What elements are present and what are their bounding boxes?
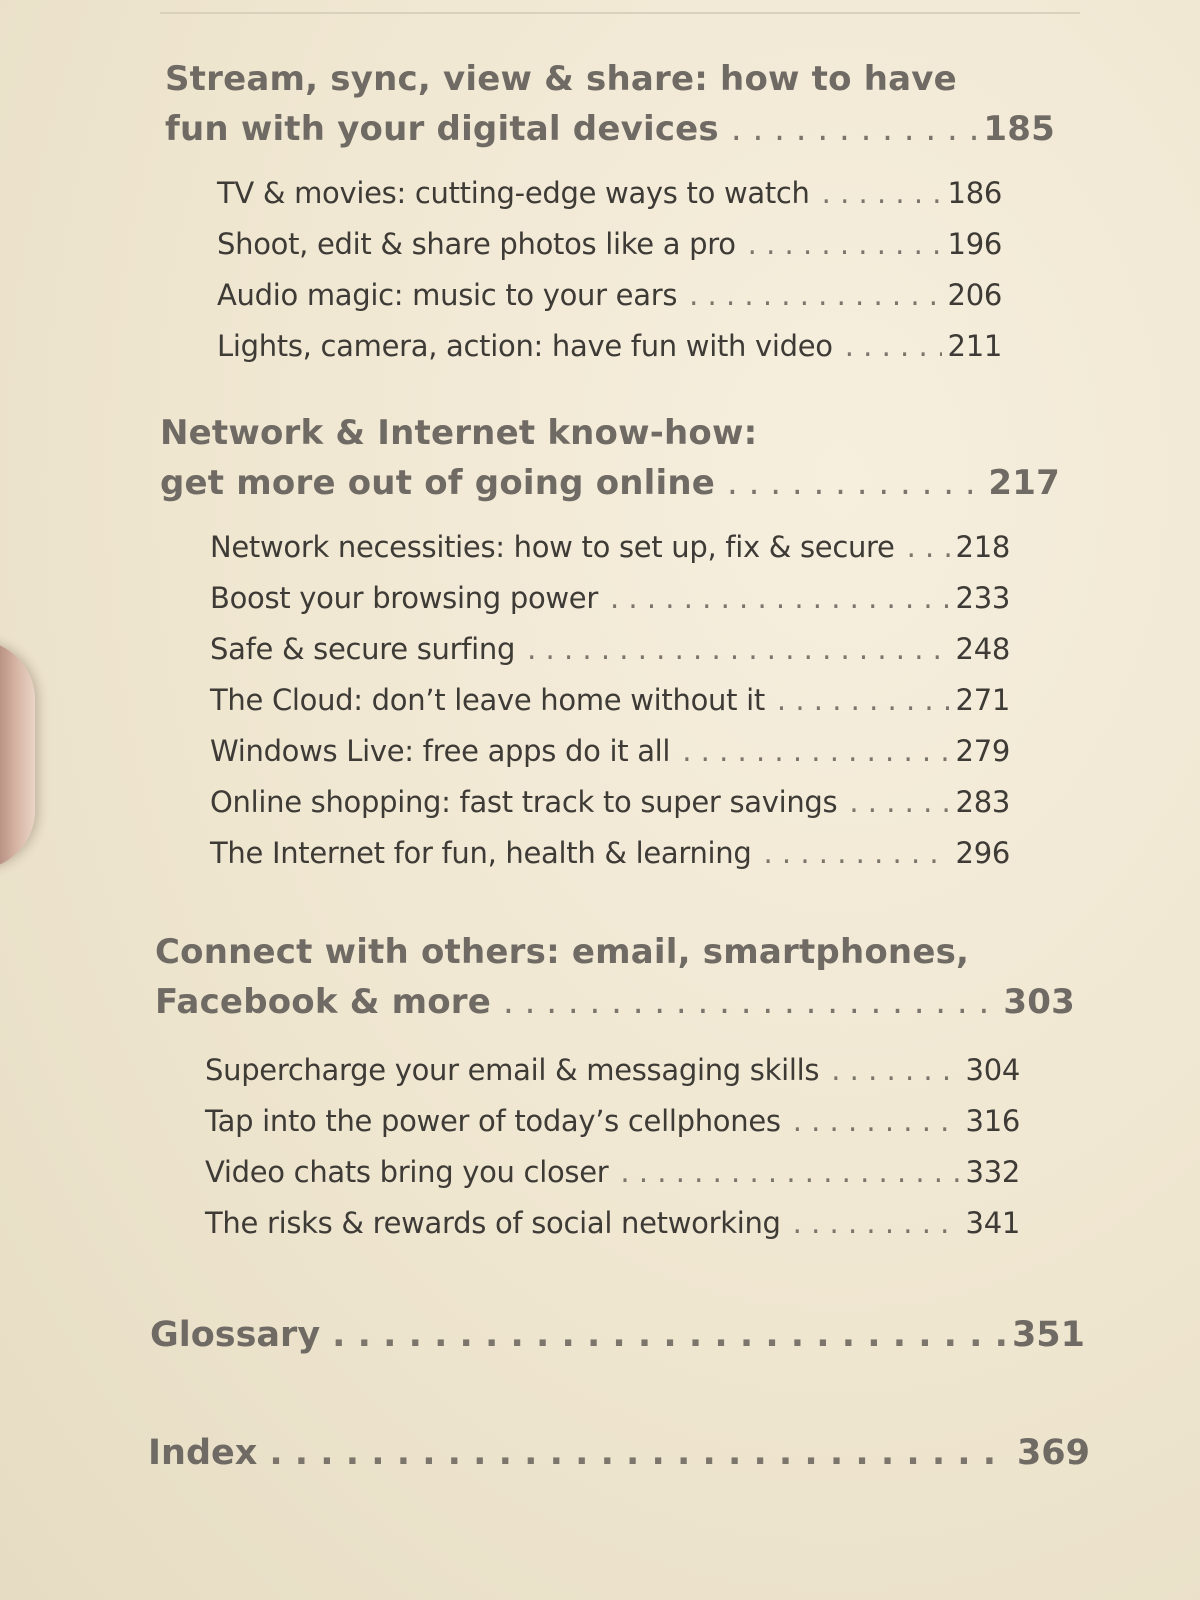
toc-item-label: Supercharge your email & messaging skills xyxy=(205,1053,820,1087)
section-items xyxy=(160,522,1010,879)
toc-item-label: TV & movies: cutting-edge ways to watch xyxy=(217,176,810,210)
section-title-row[interactable] xyxy=(155,977,1075,1027)
dot-leader xyxy=(682,726,949,777)
section-page-number: 217 xyxy=(988,463,1060,503)
toc-item-page: 248 xyxy=(955,632,1010,666)
dot-leader xyxy=(748,219,942,270)
dot-leader xyxy=(269,1428,1011,1478)
toc-item-page: 296 xyxy=(955,836,1010,870)
dot-leader xyxy=(845,321,942,372)
dot-leader xyxy=(731,104,978,154)
toc-item[interactable] xyxy=(210,777,1010,828)
toc-item-page: 283 xyxy=(955,785,1010,819)
section-title-line1: Stream, sync, view & share: how to have xyxy=(165,59,957,99)
dot-leader xyxy=(620,1147,959,1198)
toc-item[interactable] xyxy=(217,219,1002,270)
toc-item-label: Online shopping: fast track to super savings xyxy=(210,785,838,819)
glossary-label: Glossary xyxy=(150,1315,321,1355)
glossary-page: 351 xyxy=(1011,1315,1085,1355)
toc-item-page: 218 xyxy=(955,530,1010,564)
section-items xyxy=(165,168,1002,372)
dot-leader xyxy=(822,168,942,219)
toc-item-page: 186 xyxy=(947,176,1002,210)
section-stream-sync xyxy=(165,54,1055,372)
section-title-line1: Network & Internet know-how: xyxy=(160,413,758,453)
toc-item[interactable] xyxy=(210,522,1010,573)
dot-leader xyxy=(332,1310,1006,1360)
index-row[interactable] xyxy=(148,1428,1090,1478)
dot-leader xyxy=(849,777,949,828)
toc-item-page: 316 xyxy=(965,1104,1020,1138)
dot-leader xyxy=(831,1045,959,1096)
section-title-line1: Connect with others: email, smartphones, xyxy=(155,932,970,972)
toc-item-label: The Internet for fun, health & learning xyxy=(210,836,752,870)
toc-item[interactable] xyxy=(210,675,1010,726)
dot-leader xyxy=(503,977,997,1027)
toc-item-label: Tap into the power of today’s cellphones xyxy=(205,1104,781,1138)
toc-item[interactable] xyxy=(205,1198,1020,1249)
dot-leader xyxy=(689,270,941,321)
section-title-line2: get more out of going online xyxy=(160,463,716,503)
toc-item[interactable] xyxy=(210,624,1010,675)
section-title-line2: fun with your digital devices xyxy=(165,109,719,149)
toc-item-page: 332 xyxy=(965,1155,1020,1189)
toc-item-page: 196 xyxy=(947,227,1002,261)
section-items xyxy=(155,1045,1020,1249)
dot-leader xyxy=(727,458,982,508)
toc-item[interactable] xyxy=(217,168,1002,219)
section-connect-others xyxy=(155,927,1075,1249)
toc-item-page: 211 xyxy=(947,329,1002,363)
glossary-row[interactable] xyxy=(150,1310,1085,1360)
toc-item-page: 271 xyxy=(955,683,1010,717)
toc-item[interactable] xyxy=(210,573,1010,624)
dot-leader xyxy=(610,573,950,624)
index-label: Index xyxy=(148,1433,258,1473)
dot-leader xyxy=(907,522,950,573)
section-page-number: 185 xyxy=(983,109,1055,149)
section-title-line2: Facebook & more xyxy=(155,982,491,1022)
dot-leader xyxy=(527,624,949,675)
toc-item-label: Safe & secure surfing xyxy=(210,632,516,666)
toc-item-label: Video chats bring you closer xyxy=(205,1155,609,1189)
toc-item-label: The risks & rewards of social networking xyxy=(205,1206,781,1240)
toc-item[interactable] xyxy=(205,1096,1020,1147)
toc-item-page: 206 xyxy=(947,278,1002,312)
section-page-number: 303 xyxy=(1003,982,1075,1022)
toc-item-label: Shoot, edit & share photos like a pro xyxy=(217,227,736,261)
toc-item-label: Windows Live: free apps do it all xyxy=(210,734,671,768)
dot-leader xyxy=(793,1198,960,1249)
toc-item-page: 304 xyxy=(965,1053,1020,1087)
toc-item-label: Audio magic: music to your ears xyxy=(217,278,678,312)
section-network-internet xyxy=(160,408,1060,879)
section-title-row[interactable] xyxy=(165,104,1055,154)
toc-item-page: 279 xyxy=(955,734,1010,768)
index-page: 369 xyxy=(1016,1433,1090,1473)
toc-item[interactable] xyxy=(217,321,1002,372)
index-entry xyxy=(148,1428,1090,1478)
dot-leader xyxy=(763,828,949,879)
toc-item[interactable] xyxy=(217,270,1002,321)
toc-item[interactable] xyxy=(210,726,1010,777)
toc-item-label: Boost your browsing power xyxy=(210,581,598,615)
toc-item-page: 233 xyxy=(955,581,1010,615)
glossary-entry xyxy=(150,1310,1085,1360)
toc-item-page: 341 xyxy=(965,1206,1020,1240)
dot-leader xyxy=(793,1096,960,1147)
toc-item[interactable] xyxy=(205,1045,1020,1096)
section-title-row[interactable] xyxy=(160,458,1060,508)
dot-leader xyxy=(777,675,950,726)
toc-item[interactable] xyxy=(205,1147,1020,1198)
toc-item-label: The Cloud: don’t leave home without it xyxy=(210,683,765,717)
toc-item-label: Lights, camera, action: have fun with video xyxy=(217,329,833,363)
toc-item-label: Network necessities: how to set up, fix & secure xyxy=(210,530,895,564)
toc-item[interactable] xyxy=(210,828,1010,879)
